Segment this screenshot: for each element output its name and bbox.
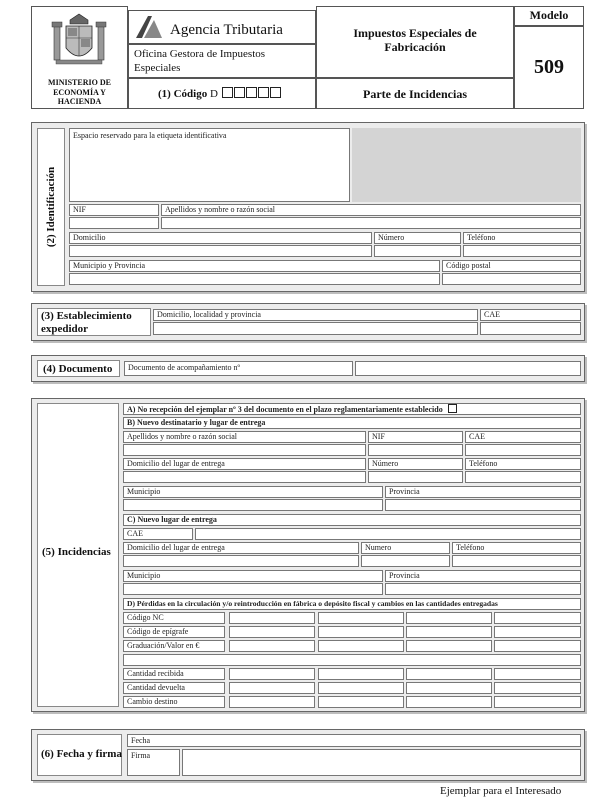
d-row-input[interactable] bbox=[318, 626, 404, 638]
agency-name: Agencia Tributaria bbox=[170, 22, 283, 38]
numero-label: Número bbox=[378, 233, 405, 242]
municipio-input[interactable] bbox=[69, 273, 440, 285]
d-row-label: Cantidad recibida bbox=[127, 669, 184, 678]
office-name: Oficina Gestora de Impuestos Especiales bbox=[134, 48, 266, 74]
d-row-input[interactable] bbox=[494, 612, 581, 624]
d-row-input[interactable] bbox=[494, 626, 581, 638]
etiqueta-shaded-area bbox=[352, 128, 581, 202]
d-row-input[interactable] bbox=[318, 668, 404, 680]
d-row-label: Cantidad devuelta bbox=[127, 683, 185, 692]
ejemplar-footer: Ejemplar para el Interesado bbox=[440, 785, 562, 797]
b-municipio-label: Municipio bbox=[127, 487, 161, 496]
d-row-input[interactable] bbox=[229, 640, 315, 652]
b-domicilio-label: Domicilio del lugar de entrega bbox=[127, 459, 225, 468]
est-domicilio-label: Domicilio, localidad y provincia bbox=[157, 310, 261, 319]
b-provincia-label: Provincia bbox=[389, 487, 420, 496]
c-telefono-label: Teléfono bbox=[456, 543, 485, 552]
d-row-input[interactable] bbox=[318, 682, 404, 694]
b-provincia-input[interactable] bbox=[385, 499, 581, 511]
domicilio-label: Domicilio bbox=[73, 233, 106, 242]
codigo-digit-box[interactable] bbox=[234, 87, 245, 98]
b-nif-input[interactable] bbox=[368, 444, 463, 456]
d-row-input[interactable] bbox=[406, 626, 492, 638]
d-row-input[interactable] bbox=[229, 626, 315, 638]
d-row-input[interactable] bbox=[229, 668, 315, 680]
codigo-postal-input[interactable] bbox=[442, 273, 581, 285]
ministry-label: MINISTERIO DE ECONOMÍA Y HACIENDA bbox=[48, 78, 111, 106]
form-subtitle: Parte de Incidencias bbox=[363, 87, 467, 101]
d-row-input[interactable] bbox=[229, 612, 315, 624]
agency-logo-icon bbox=[134, 14, 164, 40]
nif-label: NIF bbox=[73, 205, 86, 214]
c-domicilio-input[interactable] bbox=[123, 555, 359, 567]
codigo-digit-box[interactable] bbox=[270, 87, 281, 98]
incidencia-d-label: D) Pérdidas en la circulación y/o reintroducción en fábrica o depósito fiscal y cambios en las cantidades entregadas bbox=[127, 599, 498, 608]
establecimiento-label-line2: expedidor bbox=[41, 323, 89, 335]
fecha-firma-label: (6) Fecha y firma bbox=[41, 748, 122, 760]
d-row-input[interactable] bbox=[494, 682, 581, 694]
d-row-label: Código de epígrafe bbox=[127, 627, 189, 636]
incidencia-b-label: B) Nuevo destinatario y lugar de entrega bbox=[127, 418, 266, 427]
incidencias-label: (5) Incidencias bbox=[42, 546, 111, 558]
b-nif-label: NIF bbox=[372, 432, 385, 441]
d-row-input[interactable] bbox=[318, 640, 404, 652]
documento-number-input[interactable] bbox=[355, 361, 581, 376]
firma-label: Firma bbox=[131, 751, 151, 760]
d-row-input[interactable] bbox=[406, 640, 492, 652]
c-telefono-input[interactable] bbox=[452, 555, 581, 567]
documento-label: (4) Documento bbox=[43, 363, 113, 375]
d-row-input[interactable] bbox=[229, 696, 315, 708]
d-row-input[interactable] bbox=[406, 612, 492, 624]
c-domicilio-label: Domicilio del lugar de entrega bbox=[127, 543, 225, 552]
b-domicilio-input[interactable] bbox=[123, 471, 366, 483]
codigo-postal-label: Código postal bbox=[446, 261, 491, 270]
d-row-input[interactable] bbox=[229, 682, 315, 694]
d-row-input[interactable] bbox=[318, 612, 404, 624]
d-row-input[interactable] bbox=[406, 668, 492, 680]
firma-input[interactable] bbox=[182, 749, 581, 776]
b-numero-input[interactable] bbox=[368, 471, 463, 483]
d-blank-row[interactable] bbox=[123, 654, 581, 666]
d-row-label: Cambio destino bbox=[127, 697, 178, 706]
nif-input[interactable] bbox=[69, 217, 159, 229]
modelo-number: 509 bbox=[534, 56, 564, 78]
d-row-input[interactable] bbox=[406, 682, 492, 694]
c-cae-label: CAE bbox=[127, 529, 143, 538]
telefono-label: Teléfono bbox=[467, 233, 496, 242]
c-municipio-label: Municipio bbox=[127, 571, 161, 580]
c-municipio-label-cell bbox=[123, 570, 383, 582]
telefono-input[interactable] bbox=[463, 245, 581, 257]
fecha-input[interactable] bbox=[127, 734, 581, 747]
codigo-digit-box[interactable] bbox=[258, 87, 269, 98]
est-domicilio-input[interactable] bbox=[153, 322, 478, 335]
d-row-input[interactable] bbox=[494, 640, 581, 652]
municipio-label: Municipio y Provincia bbox=[73, 261, 145, 270]
coat-of-arms-icon bbox=[48, 12, 110, 70]
form-title: Impuestos Especiales de Fabricación bbox=[353, 26, 477, 54]
identificacion-label: (2) Identificación bbox=[45, 166, 57, 248]
c-provincia-label: Provincia bbox=[389, 571, 420, 580]
c-numero-input[interactable] bbox=[361, 555, 450, 567]
codigo-row bbox=[158, 87, 281, 100]
b-cae-label: CAE bbox=[469, 432, 485, 441]
codigo-digit-box[interactable] bbox=[222, 87, 233, 98]
codigo-label: (1) Código bbox=[158, 88, 208, 100]
incidencia-a-label bbox=[127, 404, 457, 415]
d-row-input[interactable] bbox=[406, 696, 492, 708]
etiqueta-label: Espacio reservado para la etiqueta identificativa bbox=[73, 131, 227, 140]
c-municipio-input[interactable] bbox=[123, 583, 383, 595]
numero-input[interactable] bbox=[374, 245, 461, 257]
documento-number-label: Documento de acompañamiento nº bbox=[128, 363, 240, 372]
est-cae-input[interactable] bbox=[480, 322, 581, 335]
codigo-prefix: D bbox=[209, 88, 218, 100]
apellidos-input[interactable] bbox=[161, 217, 581, 229]
b-telefono-input[interactable] bbox=[465, 471, 581, 483]
incidencia-a-text: A) No recepción del ejemplar nº 3 del documento en el plazo reglamentariamente establecido bbox=[127, 405, 443, 414]
domicilio-input[interactable] bbox=[69, 245, 372, 257]
c-numero-label: Numero bbox=[365, 543, 392, 552]
d-row-input[interactable] bbox=[318, 696, 404, 708]
c-provincia-input[interactable] bbox=[385, 583, 581, 595]
incidencia-a-checkbox[interactable] bbox=[448, 404, 457, 413]
b-numero-label: Número bbox=[372, 459, 399, 468]
d-row-label: Código NC bbox=[127, 613, 164, 622]
incidencia-c-label: C) Nuevo lugar de entrega bbox=[127, 515, 217, 524]
codigo-digit-box[interactable] bbox=[246, 87, 257, 98]
b-telefono-label: Teléfono bbox=[469, 459, 498, 468]
d-row-input[interactable] bbox=[494, 696, 581, 708]
domicilio-label-cell bbox=[69, 232, 372, 244]
apellidos-label: Apellidos y nombre o razón social bbox=[165, 205, 275, 214]
c-cae-input[interactable] bbox=[195, 528, 581, 540]
d-row-input[interactable] bbox=[494, 668, 581, 680]
fecha-label: Fecha bbox=[131, 736, 151, 745]
establecimiento-label-line1: (3) Establecimiento bbox=[41, 310, 132, 322]
b-cae-input[interactable] bbox=[465, 444, 581, 456]
b-apellidos-input[interactable] bbox=[123, 444, 366, 456]
est-cae-label: CAE bbox=[484, 310, 500, 319]
b-municipio-input[interactable] bbox=[123, 499, 383, 511]
b-apellidos-label: Apellidos y nombre o razón social bbox=[127, 432, 237, 441]
b-municipio-label-cell bbox=[123, 486, 383, 498]
modelo-label: Modelo bbox=[529, 8, 569, 22]
d-row-label: Graduación/Valor en € bbox=[127, 641, 200, 650]
